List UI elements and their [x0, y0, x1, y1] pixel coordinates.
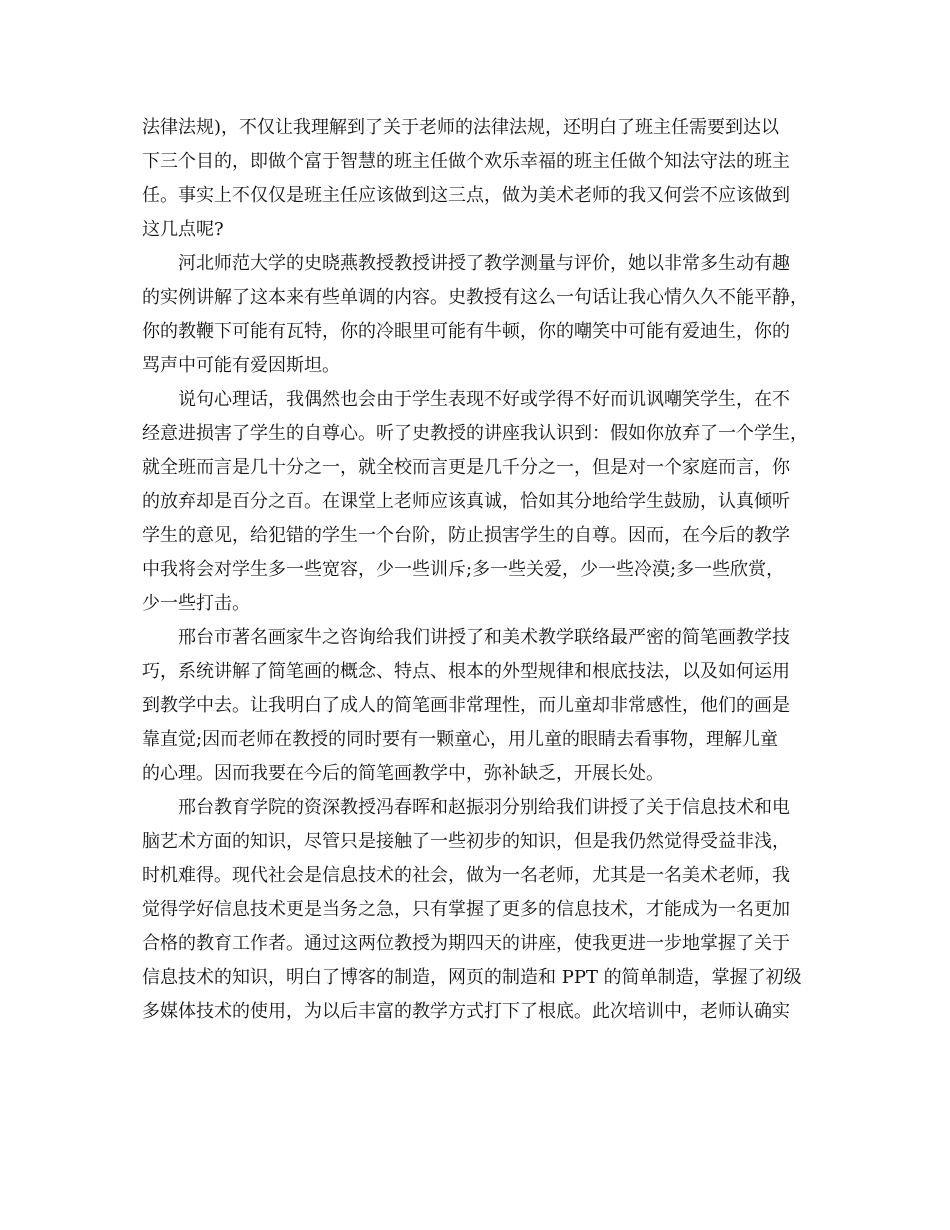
text-line: 巧，系统讲解了简笔画的概念、特点、根本的外型规律和根底技法，以及如何运用: [142, 661, 790, 682]
paragraph: [142, 111, 822, 247]
text-line: 到教学中去。让我明白了成人的简笔画非常理性，而儿童却非常感性，他们的画是: [142, 695, 790, 716]
text-line: 法律法规)，不仅让我理解到了关于老师的法律法规，还明白了班主任需要到达以: [142, 117, 780, 138]
text-line: 骂声中可能有爱因斯坦。: [142, 355, 340, 376]
text-line: 合格的教育工作者。通过这两位教授为期四天的讲座，使我更进一步地掌握了关于: [142, 933, 790, 954]
text-line: 任。事实上不仅仅是班主任应该做到这三点，做为美术老师的我又何尝不应该做到: [142, 185, 790, 206]
text-line: 邢台教育学院的资深教授冯春晖和赵振羽分别给我们讲授了关于信息技术和电: [178, 797, 790, 818]
text-line: 脑艺术方面的知识，尽管只是接触了一些初步的知识，但是我仍然觉得受益非浅，: [142, 831, 790, 852]
text-line: 信息技术的知识，明白了博客的制造，网页的制造和 PPT 的简单制造，掌握了初级: [142, 967, 802, 988]
text-line: 说句心理话，我偶然也会由于学生表现不好或学得不好而讥讽嘲笑学生，在不: [178, 389, 790, 410]
text-line: 你的教鞭下可能有瓦特，你的冷眼里可能有牛顿，你的嘲笑中可能有爱迪生，你的: [142, 321, 790, 342]
text-line: 多媒体技术的使用，为以后丰富的教学方式打下了根底。此次培训中，老师认确实: [142, 1001, 790, 1022]
paragraph: [142, 621, 822, 791]
text-line: 少一些打击。: [142, 593, 250, 614]
text-line: 靠直觉;因而老师在教授的同时要有一颗童心，用儿童的眼睛去看事物，理解儿童: [142, 729, 779, 750]
text-line: 邢台市著名画家牛之咨询给我们讲授了和美术教学联络最严密的简笔画教学技: [178, 627, 790, 648]
text-line: 下三个目的，即做个富于智慧的班主任做个欢乐幸福的班主任做个知法守法的班主: [142, 151, 790, 172]
text-line: 的心理。因而我要在今后的简笔画教学中，弥补缺乏，开展长处。: [142, 763, 664, 784]
text-line: 河北师范大学的史晓燕教授教授讲授了教学测量与评价，她以非常多生动有趣: [178, 253, 790, 274]
paragraph: [142, 383, 822, 621]
paragraph: [142, 791, 822, 1029]
text-line: 这几点呢?: [142, 219, 224, 240]
text-line: 的实例讲解了这本来有些单调的内容。史教授有这么一句话让我心情久久不能平静，: [142, 287, 808, 308]
text-line: 经意进损害了学生的自尊心。听了史教授的讲座我认识到：假如你放弃了一个学生，: [142, 423, 808, 444]
text-line: 时机难得。现代社会是信息技术的社会，做为一名老师，尤其是一名美术老师，我: [142, 865, 790, 886]
text-line: 中我将会对学生多一些宽容，少一些训斥;多一些关爱，少一些冷漠;多一些欣赏，: [142, 559, 785, 580]
text-line: 就全班而言是几十分之一，就全校而言更是几千分之一，但是对一个家庭而言，你: [142, 457, 790, 478]
text-line: 学生的意见，给犯错的学生一个台阶，防止损害学生的自尊。因而，在今后的教学: [142, 525, 790, 546]
text-line: 的放弃却是百分之百。在课堂上老师应该真诚，恰如其分地给学生鼓励，认真倾听: [142, 491, 790, 512]
text-line: 觉得学好信息技术更是当务之急，只有掌握了更多的信息技术，才能成为一名更加: [142, 899, 790, 920]
paragraph: [142, 247, 822, 383]
document-body: [142, 111, 822, 1029]
